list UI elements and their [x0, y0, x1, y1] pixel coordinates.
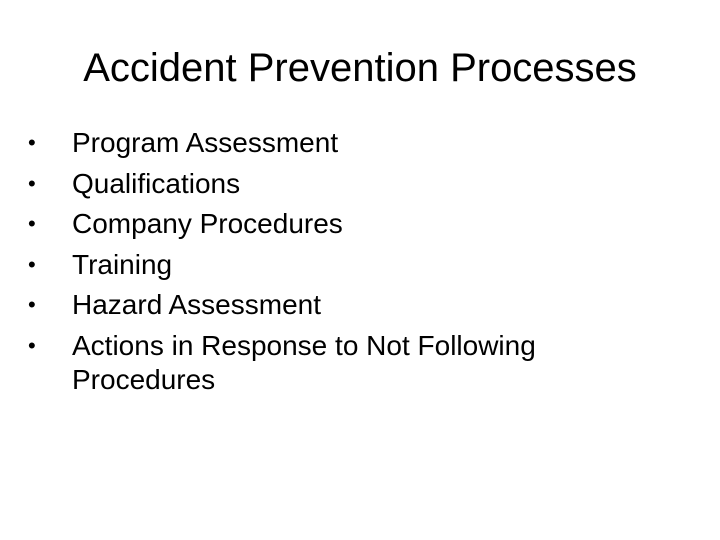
bullet-icon: • — [28, 251, 36, 277]
bullet-icon: • — [28, 130, 36, 155]
bullet-text: Training — [72, 248, 173, 280]
bullet-item-company-procedures — [28, 207, 668, 241]
bullet-text: Actions in Response to Not Following Procedures — [72, 329, 536, 395]
bullet-item-hazard-assessment — [28, 288, 668, 322]
bullet-icon: • — [28, 292, 36, 317]
bullet-icon: • — [28, 211, 36, 236]
bullet-item-training — [28, 248, 668, 282]
slide-title: Accident Prevention Processes — [83, 46, 637, 90]
bullet-text: Hazard Assessment — [72, 289, 321, 320]
bullet-item-qualifications — [28, 167, 668, 201]
bullet-item-program-assessment — [28, 126, 668, 160]
bullet-icon: • — [28, 332, 36, 358]
bullet-icon: • — [28, 170, 36, 196]
bullet-text: Company Procedures — [72, 208, 343, 239]
bullet-list — [28, 126, 668, 403]
bullet-text: Qualifications — [72, 167, 241, 199]
bullet-text: Program Assessment — [72, 127, 339, 158]
bullet-item-actions-in-response — [28, 329, 668, 397]
